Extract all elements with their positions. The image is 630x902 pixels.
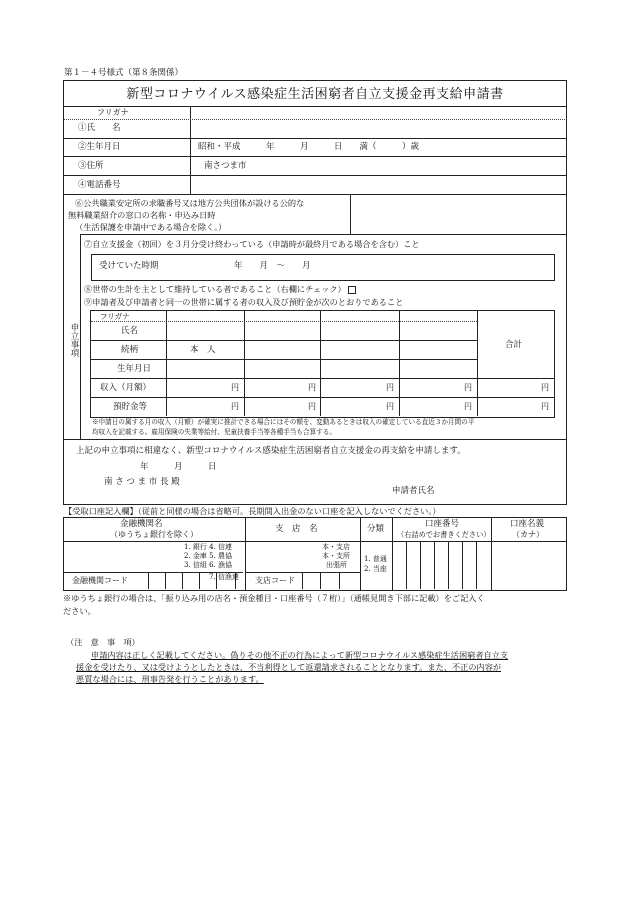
declaration-side-label: 申立事項 — [69, 323, 79, 357]
branch-label: 支 店 名 — [275, 524, 318, 534]
period-label: 受けていた時期 — [99, 261, 159, 271]
inst-type-4: 7. 信漁連 — [209, 573, 239, 581]
account-holder-field[interactable] — [493, 542, 563, 588]
yen-income-2: 円 — [308, 383, 316, 392]
statement-date[interactable]: 年 月 日 — [140, 462, 217, 472]
caution-line-3: 悪質な場合には、刑事告発を行うことがあります。 — [76, 674, 264, 684]
caution-line-1: 申請内容は正しく記載してください。偽りその他不正の行為によって新型コロナウイルス感染症生活困窮者自立支 — [91, 650, 509, 660]
phone-field[interactable] — [192, 177, 564, 193]
furigana-label: フリガナ — [97, 108, 129, 117]
statement-text: 上記の申立事項に相違なく、新型コロナウイルス感染症生活困窮者自立支援金の再支給を申請します。 — [76, 446, 466, 456]
yen-income-total: 円 — [541, 383, 549, 392]
yen-savings-3: 円 — [386, 402, 394, 411]
applicant-name-label: 申請者氏名 — [392, 486, 435, 496]
holder-sub: （カナ） — [512, 530, 544, 539]
household-checkbox[interactable] — [348, 286, 356, 294]
item8-text: ⑧世帯の生計を主として維持している者であること（右欄にチェック） — [84, 285, 356, 294]
birth-field[interactable]: 昭和・平成 年 月 日 満（ ）歳 — [198, 142, 420, 152]
item9-text: ⑨申請者及び申請者と同一の世帯に属する者の収入及び預貯金が次のとおりであること — [84, 297, 404, 307]
yen-income-1: 円 — [231, 383, 239, 392]
row-label-name: 氏名 — [121, 326, 139, 336]
birth-label: ②生年月日 — [78, 142, 121, 152]
yen-savings-total: 円 — [541, 402, 549, 411]
row-label-birth: 生年月日 — [117, 364, 152, 374]
employment-label-line-2: 無料職業紹介の窓口の名称・申込み日時 — [68, 210, 216, 220]
household-table — [90, 310, 555, 418]
branch-name-field[interactable] — [247, 542, 320, 571]
income-note-line-1: ※申請日の属する月の収入（月額）が確実に推計できる場合にはその額を、変動あるときは収入の確定している直近３か月間の平 — [92, 418, 475, 426]
account-number-field[interactable] — [393, 542, 490, 588]
row-label-savings: 預貯金等 — [113, 402, 148, 412]
caution-heading: （注 意 事 項） — [66, 637, 140, 647]
item7-text: ⑦自立支援金（初回）を３月分受け終わっている（申請時が最終月である場合を含む）こと — [84, 239, 420, 249]
name-field[interactable] — [192, 121, 564, 137]
yen-savings-2: 円 — [308, 402, 316, 411]
yucho-note-line-1: ※ゆうちょ銀行の場合は、「振り込み用の店名・預金種目・口座番号（７桁）」（通帳見開き下部に記載）をご記入く — [63, 593, 485, 603]
branch-type-1: 本・支店 — [322, 543, 350, 551]
inst-type-1: 1. 銀行 4. 信連 — [184, 543, 233, 551]
period-field[interactable]: 年 月 ～ 月 — [234, 261, 311, 271]
form-number: 第１－４号様式（第８条関係） — [64, 68, 184, 78]
employment-field[interactable] — [352, 196, 564, 232]
income-note-line-2: 均収入を記載する。雇用保険の失業等給付、児童扶養手当等各種手当も合算する。 — [92, 428, 336, 436]
institution-label: 金融機関名 — [120, 519, 163, 529]
yen-savings-4: 円 — [464, 402, 472, 411]
bank-header: 【受取口座記入欄】（従前と同様の場合は省略可。長期間入出金のない口座を記入しないでください。） — [64, 506, 441, 516]
total-label: 合計 — [505, 340, 523, 350]
institution-sub: （ゆうちょ銀行を除く） — [110, 530, 198, 539]
period-box — [91, 254, 555, 281]
row-label-furigana: フリガナ — [100, 312, 130, 321]
employment-label-line-1: ⑥公共職業安定所の求職番号又は地方公共団体が設ける公的な — [75, 198, 305, 208]
form-title: 新型コロナウイルス感染症生活困窮者自立支援金再支給申請書 — [126, 87, 504, 102]
employment-label-line-3: （生活保護を申請中である場合を除く。） — [75, 222, 227, 232]
account-type-1: 1. 普通 — [364, 555, 387, 563]
branch-type-3: 出張所 — [326, 561, 347, 569]
row-label-relation: 続柄 — [121, 345, 139, 355]
row-label-income: 収入（月額） — [100, 383, 152, 393]
institution-name-field[interactable] — [64, 542, 179, 571]
yen-income-3: 円 — [386, 383, 394, 392]
name-label: ①氏 名 — [78, 123, 121, 133]
caution-line-2: 援金を受けたり、又は受けようとしたときは、不当利得として返還請求されることとなります。また、不正の内容が — [76, 662, 502, 672]
holder-label: 口座名義 — [510, 519, 545, 529]
yen-income-4: 円 — [464, 383, 472, 392]
inst-type-2: 2. 金庫 5. 農協 — [184, 552, 233, 560]
yucho-note-line-2: ださい。 — [63, 606, 96, 616]
inst-code-label: 金融機関コード — [72, 576, 128, 585]
branch-code-label: 支店コード — [255, 576, 295, 585]
account-sub: （右詰めでお書きください） — [397, 530, 491, 539]
branch-type-2: 本・支所 — [322, 552, 350, 560]
furigana-field[interactable] — [192, 107, 564, 118]
yen-savings-1: 円 — [231, 402, 239, 411]
address-label: ③住所 — [78, 161, 104, 171]
address-field[interactable]: 南さつま市 — [204, 161, 247, 171]
account-type-2: 2. 当座 — [364, 565, 387, 573]
inst-type-3: 3. 信組 6. 漁協 — [184, 561, 233, 569]
relation-self: 本 人 — [190, 345, 216, 355]
account-label: 口座番号 — [425, 519, 460, 529]
type-label: 分類 — [367, 524, 385, 534]
phone-label: ④電話番号 — [78, 180, 121, 190]
mayor-address: 南 さ つ ま 市 長 殿 — [104, 477, 180, 487]
